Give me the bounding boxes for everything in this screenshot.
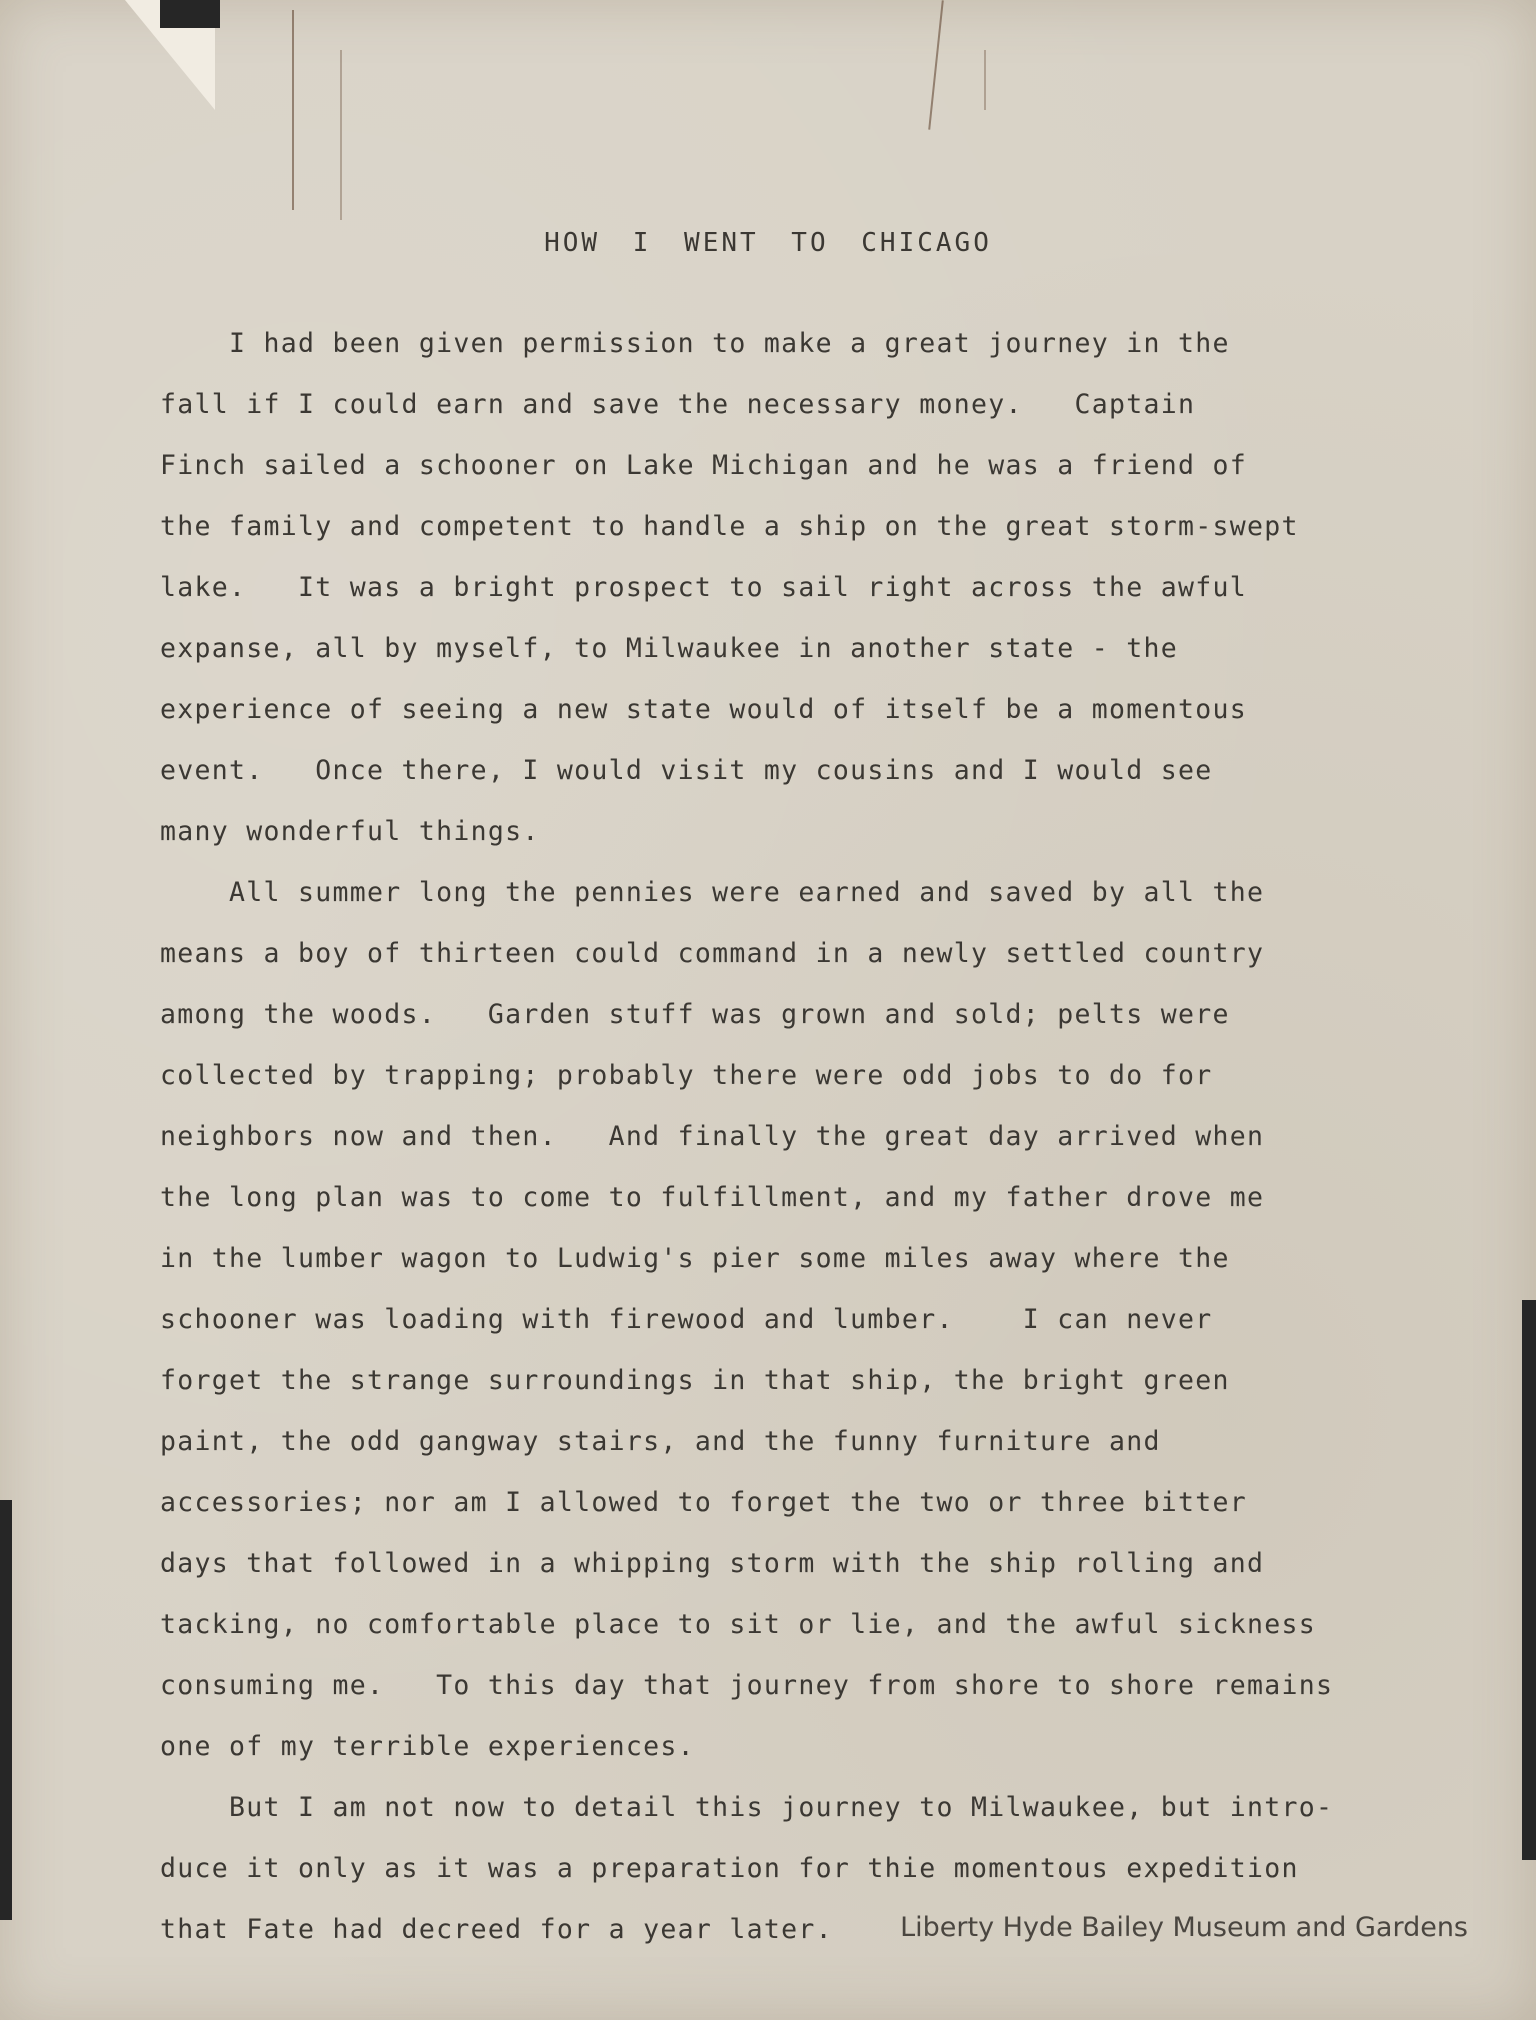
text-line: fall if I could earn and save the necessary money. Captain <box>160 389 1196 420</box>
text-line: the long plan was to come to fulfillment, and my father drove me <box>160 1182 1265 1213</box>
staple-mark <box>984 50 986 110</box>
text-line: expanse, all by myself, to Milwaukee in another state - the <box>160 633 1179 664</box>
text-line: lake. It was a bright prospect to sail right across the awful <box>160 572 1248 603</box>
watermark-credit: Liberty Hyde Bailey Museum and Gardens <box>900 1912 1468 1943</box>
text-line: All summer long the pennies were earned and saved by all the <box>160 877 1265 908</box>
text-line: among the woods. Garden stuff was grown and sold; pelts were <box>160 999 1230 1030</box>
text-line: But I am not now to detail this journey to Milwaukee, but intro- <box>160 1792 1334 1823</box>
text-line: duce it only as it was a preparation for thie momentous expedition <box>160 1853 1299 1884</box>
page-edge-damage <box>160 0 220 28</box>
text-line: collected by trapping; probably there were odd jobs to do for <box>160 1060 1213 1091</box>
text-line: means a boy of thirteen could command in a newly settled country <box>160 938 1265 969</box>
text-line: event. Once there, I would visit my cousins and I would see <box>160 755 1213 786</box>
staple-mark <box>928 0 944 129</box>
text-line: schooner was loading with firewood and lumber. I can never <box>160 1304 1213 1335</box>
text-line: Finch sailed a schooner on Lake Michigan and he was a friend of <box>160 450 1248 481</box>
text-line: many wonderful things. <box>160 816 540 847</box>
text-line: forget the strange surroundings in that ship, the bright green <box>160 1365 1230 1396</box>
text-line: paint, the odd gangway stairs, and the funny furniture and <box>160 1426 1161 1457</box>
document-body <box>160 313 1460 1960</box>
text-line: days that followed in a whipping storm with the ship rolling and <box>160 1548 1265 1579</box>
text-line: accessories; nor am I allowed to forget the two or three bitter <box>160 1487 1248 1518</box>
staple-mark <box>340 50 342 220</box>
right-edge-shadow <box>1522 1300 1536 1860</box>
text-line: in the lumber wagon to Ludwig's pier some miles away where the <box>160 1243 1230 1274</box>
text-line: neighbors now and then. And finally the great day arrived when <box>160 1121 1265 1152</box>
text-line: I had been given permission to make a great journey in the <box>160 328 1230 359</box>
text-line: one of my terrible experiences. <box>160 1731 695 1762</box>
document-title: HOW I WENT TO CHICAGO <box>544 228 992 258</box>
text-line: consuming me. To this day that journey from shore to shore remains <box>160 1670 1334 1701</box>
text-line: the family and competent to handle a ship on the great storm-swept <box>160 511 1299 542</box>
text-line: that Fate had decreed for a year later. <box>160 1914 833 1945</box>
staple-mark <box>292 10 294 210</box>
text-line: tacking, no comfortable place to sit or lie, and the awful sickness <box>160 1609 1317 1640</box>
left-edge-shadow <box>0 1500 12 1920</box>
text-line: experience of seeing a new state would of itself be a momentous <box>160 694 1248 725</box>
